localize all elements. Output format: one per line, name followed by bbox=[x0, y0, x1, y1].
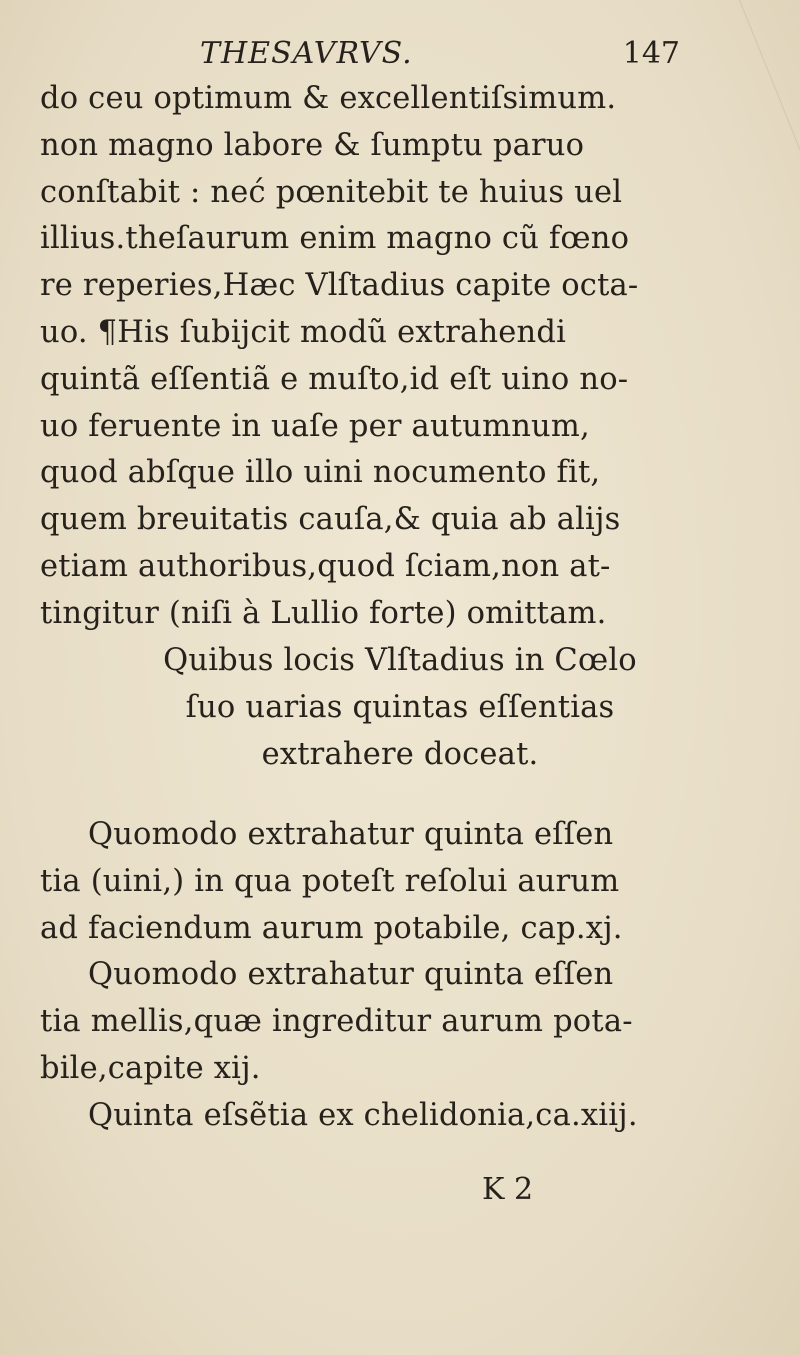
text-line: re reperies,Hæc Vlſtadius capite octa- bbox=[40, 268, 639, 304]
chapter-entry-xiii bbox=[40, 1093, 760, 1140]
text-line: quintã eſſentiã e muſto,id eſt uino no- bbox=[40, 361, 629, 397]
running-head-title: THESAVRVS. bbox=[200, 36, 413, 71]
chapter-entries bbox=[40, 812, 760, 1140]
entry-line: Quomodo extrahatur quinta eſſen bbox=[88, 957, 614, 993]
text-line: do ceu optimum & excellentiſsimum. bbox=[40, 81, 617, 116]
chapter-entry-xii bbox=[40, 952, 760, 1092]
page-number: 147 bbox=[622, 36, 680, 71]
paragraph-1 bbox=[40, 76, 760, 638]
section-heading bbox=[40, 638, 760, 778]
entry-line: tia (uini,) in qua poteſt reſolui aurum bbox=[40, 863, 620, 899]
text-line: illius.theſaurum enim magno cũ fœno bbox=[40, 221, 630, 257]
text-line: non magno labore & ſumptu paruo bbox=[40, 127, 585, 163]
entry-line: tia mellis,quæ ingreditur aurum pota- bbox=[40, 1004, 633, 1040]
entry-line: Quomodo extrahatur quinta eſſen bbox=[88, 817, 614, 852]
text-line: conſtabit : neć pœnitebit te huius uel bbox=[40, 174, 623, 210]
text-line: uo. ¶His ſubijcit modũ extrahendi bbox=[40, 314, 567, 350]
heading-line: Quibus locis Vlſtadius in Cœlo bbox=[163, 643, 637, 678]
running-head bbox=[200, 36, 680, 76]
text-line: tingitur (niſi à Lullio forte) omittam. bbox=[40, 595, 607, 631]
signature-mark: K 2 bbox=[482, 1172, 534, 1207]
entry-line: ad faciendum aurum potabile, cap.xj. bbox=[40, 910, 623, 946]
text-line: uo feruente in uaſe per autumnum, bbox=[40, 408, 590, 444]
chapter-entry-xi bbox=[40, 812, 760, 952]
text-line: quem breuitatis cauſa,& quia ab alijs bbox=[40, 502, 621, 538]
heading-line: ſuo uarias quintas eſſentias bbox=[185, 689, 615, 725]
entry-line: Quinta eſsẽtia ex chelidonia,ca.xiij. bbox=[88, 1097, 638, 1133]
entry-line: bile,capite xij. bbox=[40, 1050, 261, 1086]
text-line: quod abſque illo uini nocumento fit, bbox=[40, 455, 601, 491]
body-text bbox=[40, 76, 760, 638]
heading-line: extrahere doceat. bbox=[261, 736, 539, 772]
text-line: etiam authoribus,quod ſciam,non at- bbox=[40, 548, 611, 584]
